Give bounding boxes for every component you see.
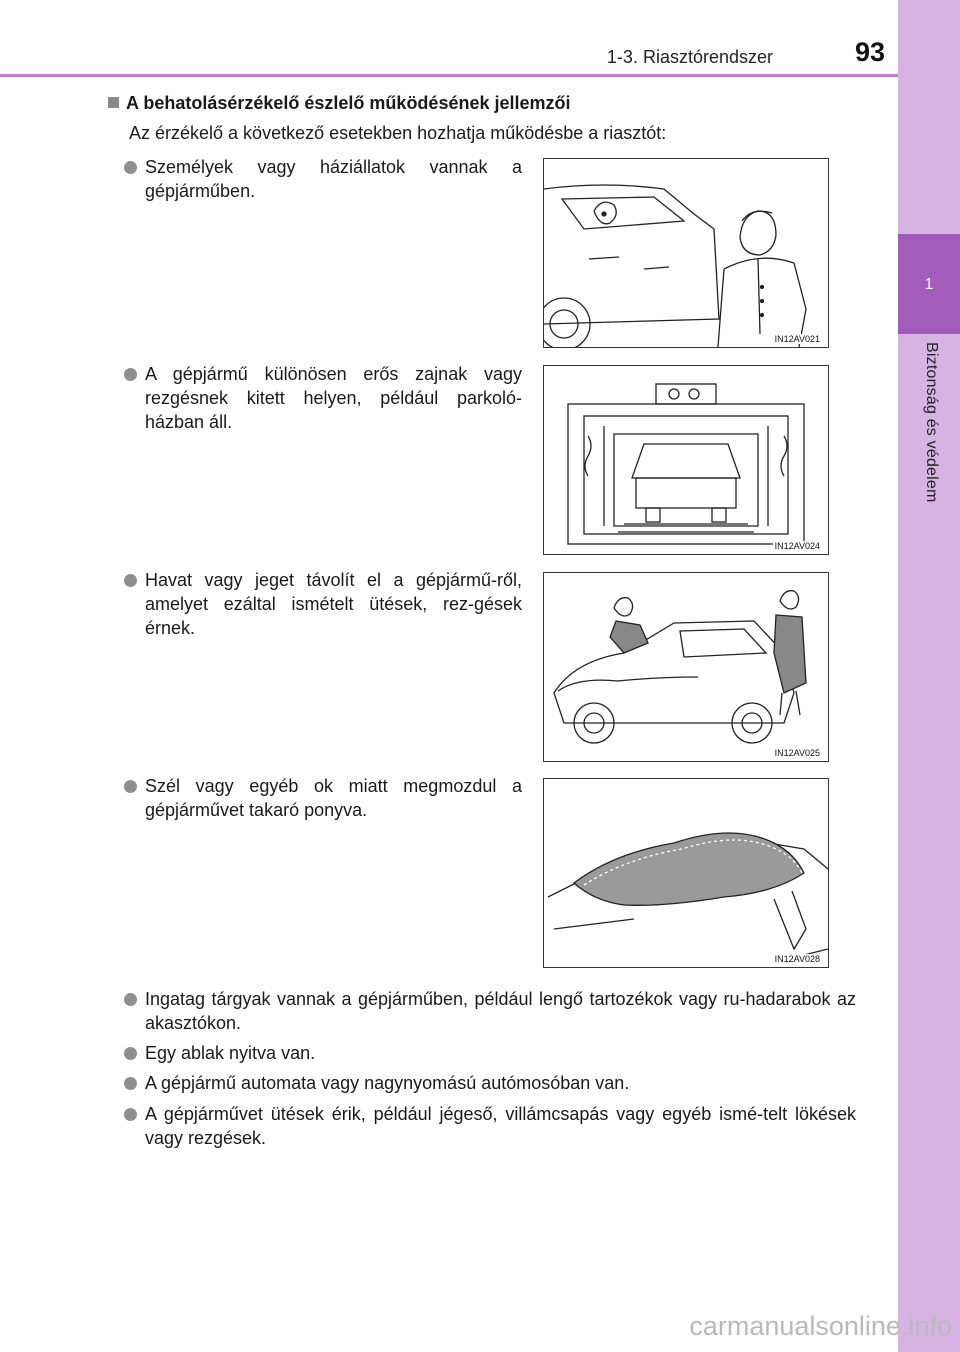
people-clearing-snow-illustration [544,573,828,761]
page-header [0,0,898,78]
watermark: carmanualsonline.info [689,1311,952,1341]
list-item-text: Ingatag tárgyak vannak a gépjárműben, például lengő tartozékok vagy ru-hadarabok az akasztókon. [145,989,856,1033]
side-tab-number: 1 [924,276,934,293]
section-heading-text: A behatolásérzékelő észlelő működésének jellemzői [126,93,571,113]
list-item [126,1041,856,1065]
header-rule [0,74,898,77]
figure-parking-garage [543,365,829,555]
list-item-text: Egy ablak nyitva van. [145,1043,316,1063]
list-item-text: Szél vagy egyéb ok miatt megmozdul a gépjárművet takaró ponyva. [145,776,522,820]
figure-snow-removal [543,572,829,762]
section-intro: Az érzékelő a következő esetekben hozhatja működésbe a riasztót: [129,123,667,143]
figure-code: IN12AV024 [774,541,820,551]
figure-code: IN12AV028 [774,954,820,964]
list-item [126,568,522,640]
bullet-icon [124,161,137,174]
figure-code: IN12AV025 [774,748,820,758]
bullet-icon [124,993,137,1006]
bullet-icon [124,780,137,793]
bullet-icon [124,1108,137,1121]
list-item-text: A gépjárművet ütések érik, például jégeső, villámcsapás vagy egyéb ismé-telt lökések vagy rezgések. [145,1104,856,1148]
list-item [126,1071,856,1095]
list-item-text: A gépjármű különösen erős zajnak vagy rezgésnek kitett helyen, például parkoló-házban áll. [145,364,522,432]
bullet-icon [124,1047,137,1060]
list-item [126,1102,856,1150]
section-heading [108,93,571,114]
page-number: 93 [855,37,886,67]
bullet-icon [124,574,137,587]
list-item-text: Havat vagy jeget távolít el a gépjármű-ről, amelyet ezáltal ismételt ütések, rez-gések érnek. [145,570,522,638]
figure-car-cover [543,778,829,968]
car-in-garage-illustration [544,366,828,554]
list-item-text: Személyek vagy háziállatok vannak a gépjárműben. [145,157,522,201]
list-item [126,362,522,434]
list-item [126,987,856,1035]
figure-code: IN12AV021 [774,334,820,344]
car-with-dog-and-person-illustration [544,159,828,347]
list-item [126,155,522,203]
figure-people-pets-in-car [543,158,829,348]
side-tab-label: Biztonság és védelem [923,342,940,503]
car-cover-illustration [544,779,828,967]
bullet-icon [124,368,137,381]
list-item-text: A gépjármű automata vagy nagynyomású autómosóban van. [145,1073,630,1093]
bullet-icon [124,1077,137,1090]
list-item [126,774,522,822]
heading-square-icon [108,97,119,108]
chapter-title: 1-3. Riasztórendszer [606,47,773,67]
side-tab [898,0,960,1352]
